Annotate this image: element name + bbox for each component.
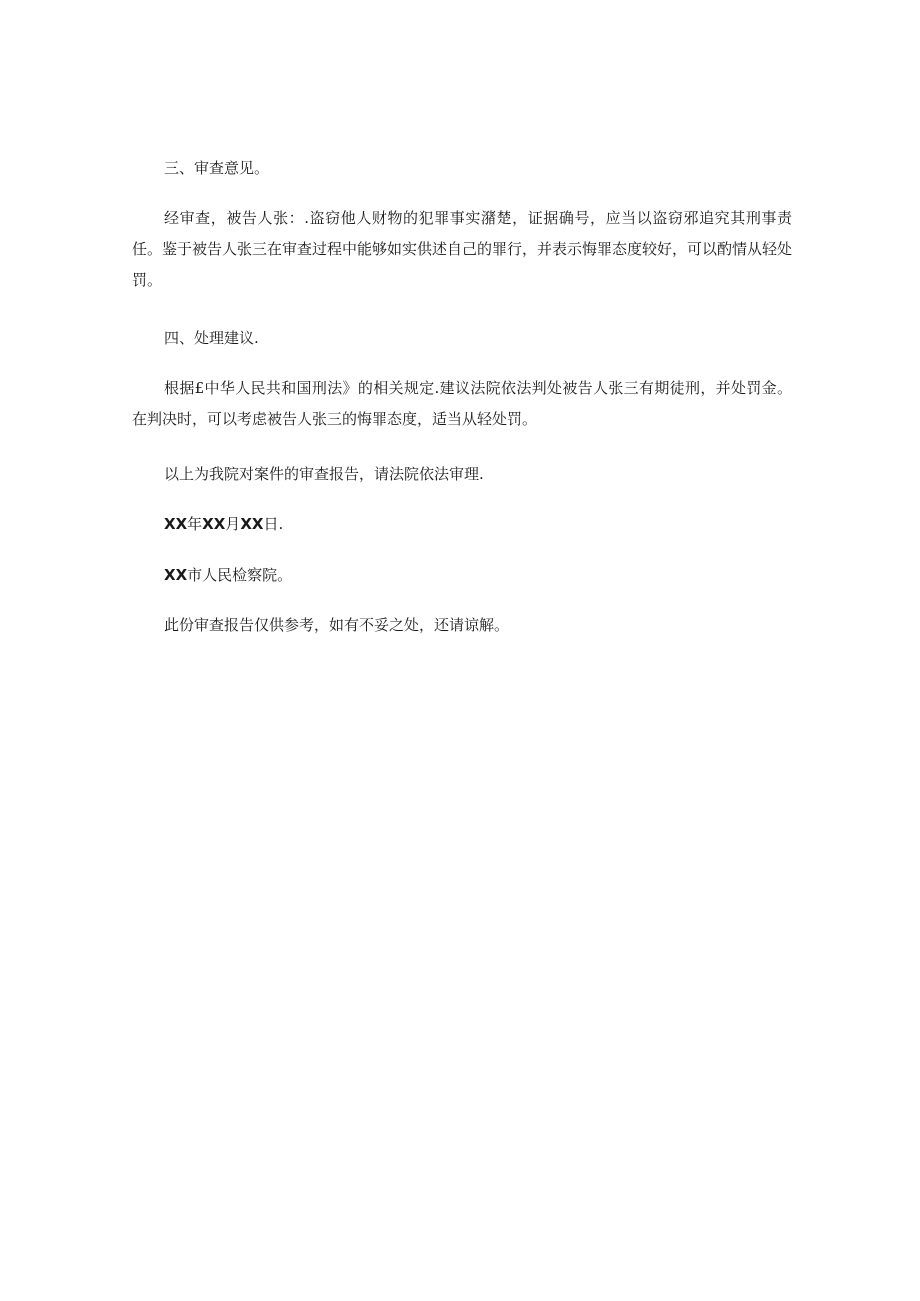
- city-placeholder: XX: [164, 566, 188, 584]
- year-label: 年: [187, 515, 203, 533]
- document-date: [164, 509, 283, 540]
- section-3-heading: 三、审查意见。: [164, 159, 270, 177]
- issuing-authority: [164, 560, 292, 591]
- section-4-heading: 四、处理建议.: [164, 329, 259, 347]
- section-3-body: 经审查，被告人张：.盗窃他人财物的犯罪事实潴楚，证据确号，应当以盗窃邪追究其刑事责任。鉴于被告人张三在审查过程中能够如实供述自己的罪行，并表示悔罪态度较好，可以酌情从轻处罚。: [132, 209, 793, 289]
- month-placeholder: XX: [202, 515, 226, 533]
- authority-name: 市人民检察院。: [187, 566, 293, 584]
- day-placeholder: XX: [240, 515, 264, 533]
- day-label: 日.: [263, 515, 284, 533]
- year-placeholder: XX: [164, 515, 188, 533]
- closing-statement: 以上为我院对案件的审查报告，请法院依法审理.: [164, 465, 484, 483]
- disclaimer: 此份审查报告仅供参考，如有不妥之处，还请谅解。: [164, 616, 510, 634]
- month-label: 月: [225, 515, 241, 533]
- section-4-body: 根据£中华人民共和国刑法》的相关规定.建议法院依法判处被告人张三有期徒刑，并处罚金。在判决时，可以考虑被告人张三的悔罪态度，适当从轻处罚。: [132, 379, 792, 428]
